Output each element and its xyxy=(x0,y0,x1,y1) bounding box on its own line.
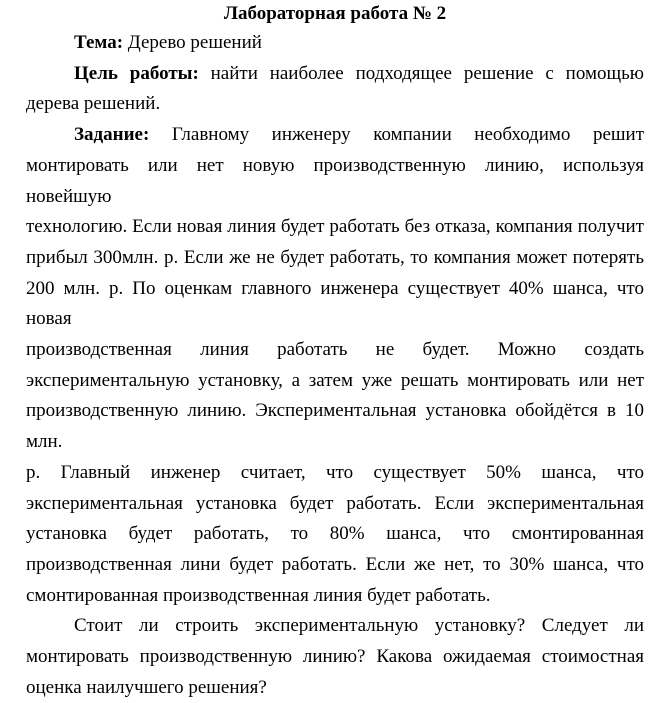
task-line: производственная лини будет работать. Если же нет, то 30% шанса, что xyxy=(26,553,644,575)
task-line: экспериментальную установку, а затем уже решать монтировать или нет xyxy=(26,369,644,391)
question-line: оценка наилучшего решения? xyxy=(26,676,267,698)
goal-label: Цель работы: xyxy=(74,62,199,84)
topic-paragraph xyxy=(26,28,644,59)
goal-paragraph xyxy=(26,59,644,120)
task-paragraph xyxy=(26,120,644,611)
topic-label: Тема: xyxy=(74,32,124,53)
task-line: р. Главный инженер считает, что существует 50% шанса, что xyxy=(26,461,644,483)
task-line: технологию. Если новая линия будет работать без отказа, компания получит xyxy=(26,216,644,238)
task-line: Задание: Главному инженеру компании необходимо решит xyxy=(74,124,644,146)
task-line: установка будет работать, то 80% шанса, что смонтированная xyxy=(26,523,644,545)
task-line: смонтированная производственная линия будет работать. xyxy=(26,584,491,606)
task-line: экспериментальная установка будет работать. Если экспериментальная xyxy=(26,492,644,514)
task-label: Задание: xyxy=(74,124,150,146)
task-line: производственную линию. Экспериментальная установка обойдётся в 10 млн. xyxy=(26,400,644,453)
goal-text: найти наиболее подходящее решение с помощью дерева решений. xyxy=(26,62,644,115)
task-line: 200 млн. р. По оценкам главного инженера существует 40% шанса, что новая xyxy=(26,277,644,330)
question-paragraph xyxy=(26,611,644,703)
task-line: производственная линия работать не будет. Можно создать xyxy=(26,339,644,361)
topic-text: Дерево решений xyxy=(123,32,262,53)
question-line: монтировать производственную линию? Какова ожидаемая стоимостная xyxy=(26,646,644,668)
document-title: Лабораторная работа № 2 xyxy=(223,3,447,24)
task-line: монтировать или нет новую производственную линию, используя новейшую xyxy=(26,154,644,207)
question-line: Стоит ли строить экспериментальную установку? Следует ли xyxy=(74,615,644,637)
task-line: прибыл 300млн. р. Если же не будет работать, то компания может потерять xyxy=(26,246,644,268)
